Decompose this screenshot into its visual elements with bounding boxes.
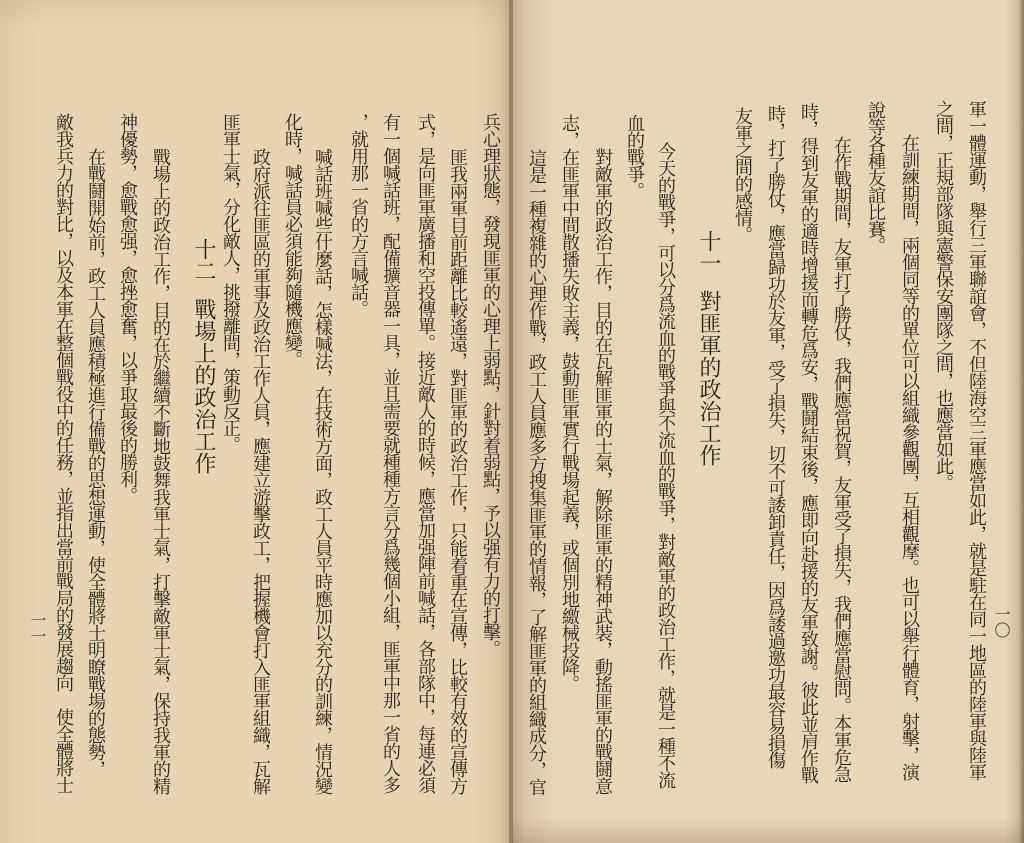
text-column: 戰場上的政治工作，目的在於繼續不斷地鼓舞我軍士氣，打擊敵軍士氣，保持我軍的精 [150, 148, 171, 794]
text-column: 軍一體運動，舉行三軍聯誼會，不但陸海空三軍應當如此，就是駐在同一地區的陸軍與陸軍 [966, 100, 987, 780]
text-column: 在作戰期間，友軍打了勝仗，我們應當祝賀，友軍受了損失，我們應當慰問。本軍危急 [831, 136, 852, 782]
text-column: 有一個喊話班，配備擴音器一具，並且需要就種種方言分爲幾個小組，匪軍中那一省的人多 [380, 113, 401, 793]
text-column: 在戰鬪開始前，政工人員應積極進行備戰的思想運動，使全體將士明瞭戰場的態勢， [85, 148, 106, 777]
text-column: 喊話班喊些什麼話，怎樣喊法，在技術方面，政工人員平時應加以充分的訓練，情況變 [312, 148, 333, 794]
text-column: 兵心理狀態，發現匪軍的心理上弱點，針對着弱點，予以强有力的打擊。 [480, 113, 501, 657]
text-column: 時，得到友軍的適時增援而轉危爲安，戰鬪結束後，應即向赴援的友軍致謝。彼此並肩作戰 [798, 103, 819, 783]
text-column: 這是一種複雜的心理作戰，政工人員應多方搜集匪軍的情報，了解匪軍的組織成分，官 [526, 149, 547, 795]
text-column: 化時，喊話員必須能夠隨機應變。 [282, 113, 303, 368]
text-column: 式，是向匪軍廣播和空投傳單。接近敵人的時候，應當加强陣前喊話，各部隊中，每連必須 [415, 113, 436, 793]
text-column: 對敵軍的政治工作，目的在瓦解匪軍的士氣，解除匪軍的精神武裝，動搖匪軍的戰鬪意 [592, 148, 613, 794]
text-column: 說等各種友誼比賽。 [865, 101, 886, 254]
section-heading-number: 十一 [696, 230, 721, 274]
text-column: 友軍之間的感情。 [732, 107, 753, 243]
text-column: 神優勢，愈戰愈强，愈挫愈奮，以爭取最後的勝利。 [117, 113, 138, 504]
text-column: 志，在匪軍中間散播失敗主義，鼓動匪軍實行戰場起義，或個別地繳械投降。 [559, 114, 580, 692]
text-column: 匪軍士氣，分化敵人，挑撥離間，策動反正。 [220, 113, 241, 453]
text-column: 敵我兵力的對比，以及本軍在整個戰役中的任務，並指出當前戰局的發展趨向 使全體將士 [53, 113, 74, 793]
page-number: 一一 [28, 612, 47, 644]
text-column: 血的戰爭。 [624, 114, 645, 199]
section-heading-title: 對匪軍的政治工作 [696, 290, 721, 466]
text-column: ，就用那一省的方言喊話。 [348, 113, 369, 317]
page-number: 一〇 [992, 606, 1011, 638]
text-column: 時，打了勝仗，應當歸功於友軍，受了損失，切不可諉卸責任，因爲諉過邀功最容易損傷 [765, 105, 786, 768]
section-heading-number: 十二 [191, 238, 216, 282]
text-column: 政府派往匪區的軍事及政治工作人員，應建立游擊政工，把握機會打入匪軍組織，瓦解 [250, 148, 271, 794]
text-column: 在訓練期間，兩個同等的單位可以組織參觀團，互相觀摩。也可以舉行體育，射擊，演 [899, 134, 920, 780]
section-heading-title: 戰場上的政治工作 [191, 298, 216, 474]
text-column: 之間，正規部隊與憲警保安團隊之間，也應當如此。 [933, 100, 954, 491]
text-column: 匪我兩軍目前距離比較遙遠，對匪軍的政治工作，只能着重在宣傳，比較有效的宣傳方 [447, 148, 468, 794]
book-gutter [509, 0, 513, 843]
text-column: 今天的戰爭，可以分爲流血的戰爭與不流血的戰爭，對敵軍的政治工作，就是一種不流 [655, 142, 676, 788]
